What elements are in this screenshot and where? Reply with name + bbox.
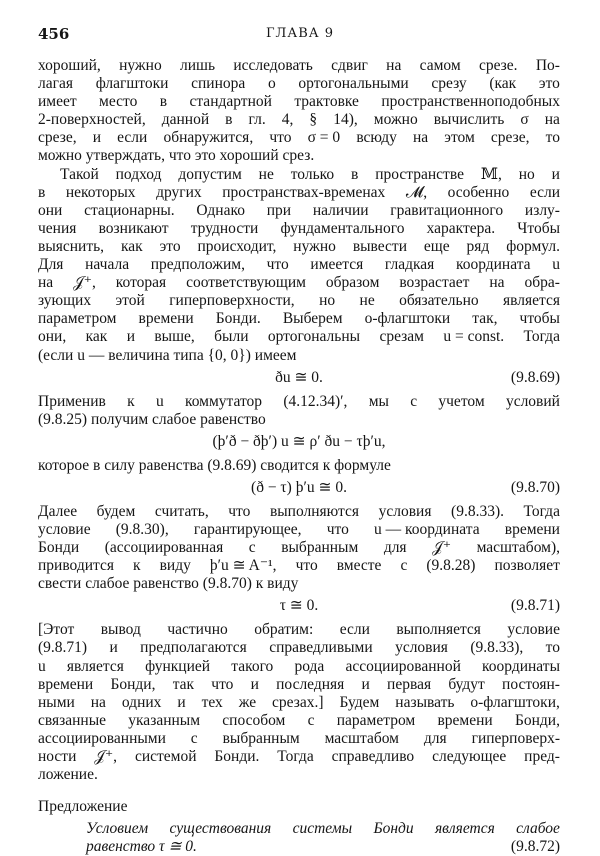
word: в [225,111,233,129]
text-line [86,820,560,838]
word: обратим: [254,621,314,639]
word: особенно [447,183,510,201]
word: ными [38,693,75,711]
word: они, [38,328,67,346]
word: обязательно [399,292,479,310]
word: 2-поверхностей, [38,111,146,129]
word: ассоциированными [38,729,166,747]
word: справедливо [331,748,415,765]
word: и [250,675,259,693]
word: нужно [293,237,336,255]
word: Бонди, [110,675,156,693]
word: это [538,75,560,93]
word: характера. [426,219,496,237]
word: указанным [128,711,201,729]
word: были [214,328,249,346]
chapter-title: ГЛАВА 9 [265,26,335,41]
word: σ = 0 [307,129,341,147]
word: не [359,292,375,310]
word: пространстве [375,165,464,183]
word: Тогда [277,748,314,765]
text-line [38,256,560,274]
word: [Этот [38,621,75,639]
word: является [503,292,560,310]
text-line [38,147,560,165]
word: еще [423,237,450,255]
word: следующее [432,748,507,765]
word: и [177,693,186,711]
word: (4.12.34)′, [283,392,348,410]
text-line [38,676,560,694]
word: всюду [356,129,397,147]
word: образом [325,274,380,292]
word: (9.8.71) [38,639,88,657]
word: в [159,93,168,111]
word: Бонди [373,820,414,838]
word: ности [38,748,77,765]
word: других [156,183,202,201]
word: слабое [516,820,560,838]
word: тех [201,693,223,711]
word: u [552,256,560,274]
word: u [155,392,164,410]
text-line [38,75,560,93]
word: выяснить, [38,237,105,255]
word: Применив [38,392,106,410]
word: предположим, [150,256,245,274]
text-line [38,220,560,238]
word: времени [38,675,94,693]
word: мы [368,392,389,410]
word: так, [472,310,498,328]
word: существования [169,820,272,838]
word: рода [294,657,325,675]
word: Для [38,256,64,274]
text-line [38,457,560,475]
text-line [38,521,560,539]
equation-formula: (þ′ð − ðþ′) u ≅ ρ′ ðu − τþ′u, [212,432,386,450]
word: (как [489,75,517,93]
word: не [258,165,274,183]
word: u [38,657,46,675]
text-line [38,557,560,575]
word: масштабом), [476,539,560,557]
word: данной [161,111,210,129]
word: и [551,165,560,183]
word: Бонди [38,539,80,557]
word: чения [38,219,77,237]
word: предполагаются [140,639,247,657]
text-line [38,503,560,521]
word: при [266,201,292,219]
word: Однако [196,201,245,219]
word: времени [504,520,560,538]
word: лишь [179,57,216,74]
word: Такой [60,165,99,183]
word: если [117,129,148,147]
word: в [351,165,359,183]
word: Бонди, [514,711,560,729]
word: формул. [506,237,560,255]
word: связанные [38,711,107,729]
word: пространствах-временах [222,183,386,201]
text-line [38,539,560,557]
equation-number: (9.8.72) [510,838,560,856]
word: этой [115,292,145,310]
word: зующих [38,292,92,310]
word: параметром [336,711,416,729]
word: (9.8.25) получим слабое равенство [38,410,266,428]
word: свести слабое равенство (9.8.70) к виду [38,575,299,593]
word: вместе [336,557,382,575]
word: u = const. [443,328,505,346]
word: гарантирующее, [193,520,302,538]
text-line [38,766,560,784]
word: что [295,557,318,575]
text-line [38,57,560,75]
word: с [307,711,315,729]
word: Бонди. [215,310,261,328]
word: излу- [524,201,560,219]
word: выполняются [269,502,360,520]
word: на [386,57,402,74]
word: времени [437,711,493,729]
word: þ′u ≅ A⁻¹, [209,557,277,575]
word: (9.8.33). [451,502,504,520]
word: 4, [281,111,294,129]
word: что [228,502,251,520]
word: условие [38,520,91,538]
paragraph-3 [38,393,560,429]
word: (9.8.30), [115,520,169,538]
word: можно утверждать, что это хороший срез. [38,147,315,165]
text-line [38,694,560,712]
word: которое в силу равенства (9.8.69) сводится к формуле [38,456,391,474]
word: допустим [178,165,242,183]
page-header [38,25,562,45]
word: но [518,165,535,183]
word: называть [395,693,455,711]
word: некоторых [65,183,136,201]
word: срезу [431,75,467,93]
equation-number: (9.8.71) [510,597,560,615]
equation-formula: τ ≅ 0. [279,597,319,615]
word: как [120,237,143,255]
word: что [326,520,349,538]
equation-9-8-71 [38,593,560,621]
word: только [290,165,335,183]
word: возникают [98,219,169,237]
word: к [133,557,141,575]
word: условия [378,502,432,520]
word: можно [373,111,418,129]
word: на [38,274,54,292]
word: о-флагштоки [364,310,451,328]
word: начала [85,256,130,274]
word: что [211,675,234,693]
word: является [66,657,124,675]
text-line [86,838,560,856]
equation-unnumbered [38,429,560,457]
word: если [339,621,370,639]
word: Далее [38,502,78,520]
text-line [38,202,560,220]
word: первая [387,675,432,693]
word: § [309,111,318,129]
text-line [38,292,560,310]
word: самом [419,57,461,74]
word: обра- [524,274,560,292]
word: чтобы [519,310,560,328]
word: если [529,183,560,201]
word: (ассоциированная [104,539,224,557]
word: коммутатор [184,392,263,410]
word: наличии [312,201,369,219]
paragraph-2 [38,166,560,365]
word: которая [115,274,167,292]
word: условия [395,639,448,657]
word: выполняется [396,621,481,639]
word: возрастает [399,274,470,292]
word: (9.8.33), [470,639,524,657]
equation-number: (9.8.69) [510,368,560,386]
word: Чтобы [517,219,560,237]
text-line [38,658,560,676]
word: параметром [38,310,117,328]
word: срезах.] [272,693,324,711]
text-line [38,411,560,429]
word: так [172,675,195,693]
paragraph-1 [38,57,560,166]
word: ложение. [38,766,98,784]
word: они [38,201,63,219]
paragraph-6 [38,621,560,784]
text-line [38,274,560,292]
word: ассоциированной [345,657,461,675]
word: лагая [38,75,73,93]
equation-formula: ðu ≅ 0. [275,368,323,386]
word: гиперповерх- [471,729,560,747]
text-line [38,166,560,184]
word: на [90,693,106,711]
word: u — координата [374,520,480,538]
proposition-line-2: равенство τ ≅ 0. [86,838,197,856]
word: что [266,256,289,274]
word: фундаментального [280,219,405,237]
word: Тогда [523,328,560,346]
word: и [361,675,370,693]
word: Будем [339,693,380,711]
word: способом [222,711,286,729]
word: Тогда [523,502,560,520]
text-line [38,712,560,730]
word: нужно [119,57,162,74]
page-number: 456 [38,25,70,43]
word: выбранным [281,539,359,557]
word: 𝕄, [480,165,502,183]
equation-9-8-69 [38,365,560,393]
word: выбранным [222,729,300,747]
word: позволяет [494,557,560,575]
word: как [85,328,108,346]
word: вывести [352,237,407,255]
word: 𝓜, [405,183,428,201]
word: стандартной [189,93,272,111]
word: виду [159,557,191,575]
word: для [423,729,447,747]
word: трактовке [294,93,359,111]
word: подход [115,165,162,183]
word: последняя [276,675,345,693]
word: срезе, [490,129,530,147]
text-line [38,393,560,411]
word: приводится [38,557,115,575]
word: постоян- [502,675,560,693]
text-line [38,184,560,202]
word: гравитационного [390,201,504,219]
word: вывод [100,621,141,639]
word: этом [444,129,475,147]
word: времени [138,310,194,328]
word: 𝒥⁺, [94,748,118,765]
word: выше, [154,328,195,346]
word: срезе. [478,57,518,74]
word: с [400,557,408,575]
word: и [109,639,118,657]
text-line [38,129,560,147]
word: флагштоки [95,75,169,93]
text-line [38,347,560,365]
word: и [126,328,135,346]
word: системой [134,748,197,765]
text-line [38,238,560,256]
word: обнаружится, [163,129,254,147]
equation-number: (9.8.70) [510,478,560,496]
word: пред- [524,748,560,765]
text-line [38,575,560,593]
word: спинора [191,75,246,93]
word: условий [505,392,560,410]
equation-9-8-70 [38,475,560,503]
word: (9.8.28) [426,557,476,575]
page-body [38,57,560,856]
word: Бонди. [214,748,260,765]
word: координата [455,256,531,274]
word: имеет [38,93,77,111]
word: то [545,639,560,657]
word: происходит, [197,237,277,255]
word: то [545,129,560,147]
word: место [99,93,138,111]
text-line [38,730,560,748]
word: же [238,693,257,711]
word: исследовать [233,57,313,74]
word: ортогональными [298,75,409,93]
word: соответствующим [186,274,306,292]
word: σ [520,111,529,129]
word: с [410,392,418,410]
proposition-statement [38,820,560,856]
equation-formula: (ð − τ) þ′u ≅ 0. [251,478,347,496]
word: для [383,539,407,557]
word: вычислить [433,111,505,129]
proposition-heading: Предложение [38,798,128,816]
word: срезе, [38,129,77,147]
word: координаты [482,657,560,675]
word: гл. [248,111,266,129]
word: это [159,237,181,255]
paragraph-5 [38,503,560,593]
word: такого [231,657,274,675]
word: сдвиг [331,57,368,74]
word: на [412,129,429,147]
word: на [544,111,560,129]
word: о [267,75,276,93]
word: Выберем [282,310,343,328]
text-line [38,93,560,111]
word: условие [507,621,560,639]
word: Условием [86,820,149,838]
word: По- [535,57,560,74]
text-line [38,328,560,346]
word: и [92,129,101,147]
word: будут [448,675,485,693]
word: пространственноподобных [381,93,560,111]
word: масштабом [324,729,399,747]
word: на [489,274,505,292]
word: 𝒥⁺, [73,274,96,292]
paragraph-4 [38,457,560,475]
word: к [127,392,135,410]
word: ортогональны [267,328,361,346]
word: в [38,183,46,201]
word: с [190,729,198,747]
word: 𝒥⁺ [432,539,452,557]
word: гиперповерхности, [169,292,295,310]
word: ряд [466,237,490,255]
word: является [434,820,495,838]
text-line [38,310,560,328]
word: срезам [379,328,424,346]
word: гладкая [384,256,435,274]
word: что [269,129,292,147]
word: считать, [154,502,209,520]
word: частично [167,621,228,639]
word: (если u — величина типа {0, 0}) имеем [38,346,297,364]
word: трудности [190,219,259,237]
word: одних [121,693,162,711]
word: 14), [333,111,358,129]
word: хороший, [38,57,101,74]
word: справедливыми [269,639,373,657]
word: будем [96,502,136,520]
word: с [248,539,256,557]
word: системы [292,820,353,838]
word: функцией [145,657,211,675]
text-line [38,639,560,657]
text-line [38,621,560,639]
text-line [38,111,560,129]
word: о-флагштоки, [470,693,560,711]
word: учетом [438,392,485,410]
word: но [319,292,336,310]
word: стационарны. [84,201,175,219]
word: имеется [310,256,364,274]
text-line [38,748,560,766]
